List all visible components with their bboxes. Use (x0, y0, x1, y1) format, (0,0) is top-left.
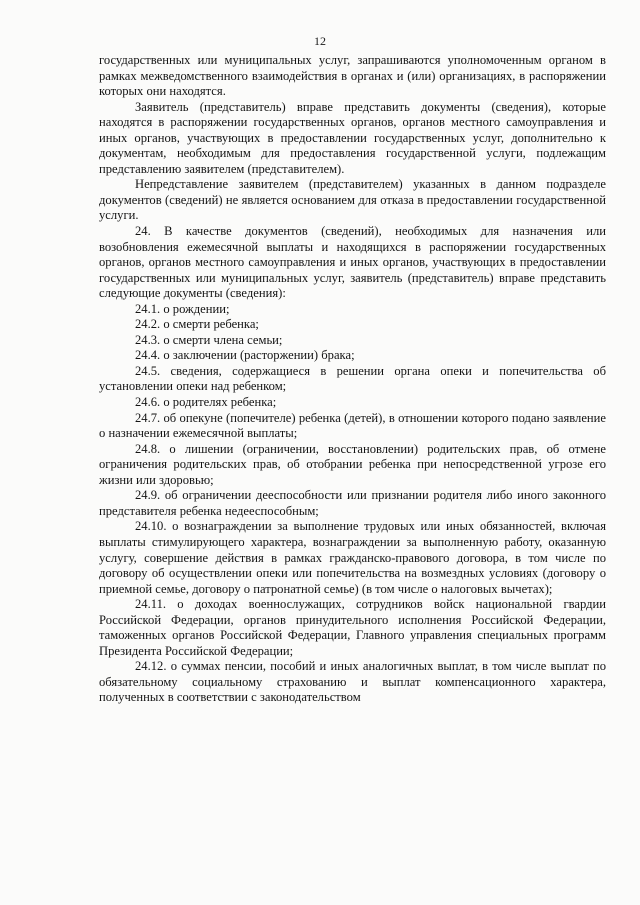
paragraph-non-submission: Непредставление заявителем (представителем) указанных в данном подразделе документов (сведений) не является основанием для отказа в предоставлении государственной услуги. (99, 177, 606, 223)
paragraph-applicant-right: Заявитель (представитель) вправе представить документы (сведения), которые находятся в распоряжении государственных органов, органов местного самоуправления и иных органов, участвующих в предоставлении государственных услуг, дополнительно к документам, необходимым для предоставления государственной услуги, подлежащим представлению заявителем (представителем). (99, 99, 606, 176)
list-item-24-11: 24.11. о доходах военнослужащих, сотрудников войск национальной гвардии Российской Федерации, органов принудительного исполнения Российской Федерации, таможенных органов Российской Федерации, Главного управления специальных программ Президента Российской Федерации; (99, 597, 606, 658)
list-item-24-3: 24.3. о смерти члена семьи; (135, 332, 283, 347)
page-number: 12 (314, 34, 326, 48)
list-item-24-8: 24.8. о лишении (ограничении, восстановлении) родительских прав, об отмене ограничения родительских прав, об отобрании ребенка при непосредственной угрозе его жизни или здоровью; (99, 441, 606, 487)
list-item-24-9: 24.9. об ограничении дееспособности или признании родителя либо иного законного представителя ребенка недееспособным; (99, 488, 606, 518)
paragraph-clause-24: 24. В качестве документов (сведений), необходимых для назначения или возобновления ежемесячной выплаты и находящихся в распоряжении государственных органов, органов местного самоуправления и иных органов, участвующих в предоставлении государственных или муниципальных услуг, заявитель (представитель) вправе представить следующие документы (сведения): (99, 224, 606, 301)
list-item-24-5: 24.5. сведения, содержащиеся в решении органа опеки и попечительства об установлении опеки над ребенком; (99, 363, 606, 394)
list-item-24-7: 24.7. об опекуне (попечителе) ребенка (детей), в отношении которого подано заявление о назначении ежемесячной выплаты; (99, 410, 606, 441)
paragraph-continuation: государственных или муниципальных услуг, запрашиваются уполномоченным органом в рамках межведомственного взаимодействия в органах и (или) организациях, в распоряжении которых они находятся. (99, 53, 606, 99)
list-item-24-2: 24.2. о смерти ребенка; (135, 317, 259, 332)
list-item-24-12: 24.12. о суммах пенсии, пособий и иных аналогичных выплат, в том числе выплат по обязательному социальному страхованию и выплат компенсационного характера, полученных в соответствии с законодательством (99, 659, 606, 705)
list-item-24-1: 24.1. о рождении; (135, 301, 230, 316)
list-item-24-6: 24.6. о родителях ребенка; (135, 395, 277, 410)
list-item-24-4: 24.4. о заключении (расторжении) брака; (135, 348, 355, 363)
document-body (99, 53, 606, 706)
list-item-24-10: 24.10. о вознаграждении за выполнение трудовых или иных обязанностей, включая выплаты стимулирующего характера, вознаграждении за выполненную работу, оказанную услугу, совершение действия в рамках гражданско-правового договора, в том числе по договору об осуществлении опеки или попечительства на возмездных условиях (договору о приемной семье, договору о патронатной семье) (в том числе о налоговых вычетах); (99, 519, 606, 596)
